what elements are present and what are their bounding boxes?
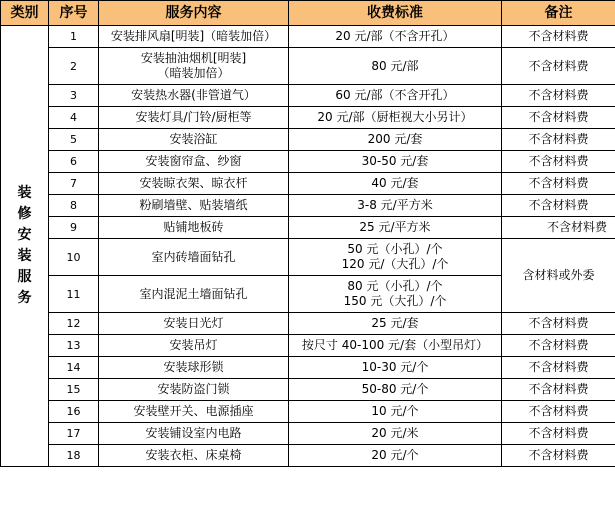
table-row <box>1 195 615 217</box>
category-char: 修 <box>17 206 32 222</box>
fee-standard: 200 元/套 <box>289 129 502 151</box>
table-row <box>1 173 615 195</box>
service-content-line: 安装抽油烟机[明装] <box>140 51 247 65</box>
fee-standard: 20 元/个 <box>289 445 502 467</box>
table-row <box>1 107 615 129</box>
service-content: 安装铺设室内电路 <box>99 423 289 445</box>
service-content: 安装晾衣架、晾衣杆 <box>99 173 289 195</box>
row-number: 16 <box>49 401 99 423</box>
table-row <box>1 239 615 276</box>
fee-standard: 40 元/套 <box>289 173 502 195</box>
service-content: 安装衣柜、床桌椅 <box>99 445 289 467</box>
remark: 不含材料费 <box>502 313 615 335</box>
row-number: 8 <box>49 195 99 217</box>
service-content: 室内砖墙面钻孔 <box>99 239 289 276</box>
service-content: 安装壁开关、电源插座 <box>99 401 289 423</box>
row-number: 3 <box>49 85 99 107</box>
header-category: 类别 <box>1 1 49 26</box>
fee-standard: 30-50 元/套 <box>289 151 502 173</box>
table-row <box>1 217 615 239</box>
fee-standard: 25 元/平方米 <box>289 217 502 239</box>
fee-standard: 10-30 元/个 <box>289 357 502 379</box>
table-row <box>1 401 615 423</box>
row-number: 18 <box>49 445 99 467</box>
service-content: 安装浴缸 <box>99 129 289 151</box>
fee-standard: 3-8 元/平方米 <box>289 195 502 217</box>
remark: 不含材料费 <box>502 423 615 445</box>
table-row <box>1 26 615 48</box>
service-content: 安装日光灯 <box>99 313 289 335</box>
remark: 不含材料费 <box>502 195 615 217</box>
service-content: 室内混泥土墙面钻孔 <box>99 276 289 313</box>
service-content: 安装吊灯 <box>99 335 289 357</box>
fee-standard: 20 元/部（不含开孔） <box>289 26 502 48</box>
service-content-line: （暗装加倍） <box>157 66 230 80</box>
remark: 不含材料费 <box>502 217 615 239</box>
remark: 不含材料费 <box>502 335 615 357</box>
row-number: 12 <box>49 313 99 335</box>
fee-standard-line: 80 元（小孔）/个 <box>347 279 443 293</box>
fee-standard: 25 元/套 <box>289 313 502 335</box>
fee-standard <box>289 239 502 276</box>
row-number: 15 <box>49 379 99 401</box>
fee-standard: 20 元/部（厨柜视大小另计） <box>289 107 502 129</box>
category-char: 装 <box>17 248 32 264</box>
fee-standard: 按尺寸 40-100 元/套（小型吊灯） <box>289 335 502 357</box>
header-remarks: 备注 <box>502 1 615 26</box>
service-content: 安装热水器(非管道气） <box>99 85 289 107</box>
row-number: 7 <box>49 173 99 195</box>
fee-standard-line: 120 元/（大孔）/个 <box>341 257 449 271</box>
category-char: 安 <box>17 227 32 243</box>
category-char: 服 <box>17 269 32 285</box>
header-service-content: 服务内容 <box>99 1 289 26</box>
row-number: 2 <box>49 48 99 85</box>
service-content: 安装球形锁 <box>99 357 289 379</box>
row-number: 11 <box>49 276 99 313</box>
table-row <box>1 129 615 151</box>
row-number: 1 <box>49 26 99 48</box>
fee-standard <box>289 276 502 313</box>
header-row <box>1 1 615 26</box>
row-number: 4 <box>49 107 99 129</box>
fee-standard: 60 元/部（不含开孔） <box>289 85 502 107</box>
table-row <box>1 423 615 445</box>
table-row <box>1 335 615 357</box>
service-content: 粉刷墙壁、贴装墙纸 <box>99 195 289 217</box>
row-number: 13 <box>49 335 99 357</box>
table-row <box>1 313 615 335</box>
table-row <box>1 48 615 85</box>
fee-standard: 20 元/米 <box>289 423 502 445</box>
service-content: 安装排风扇[明装]（暗装加倍） <box>99 26 289 48</box>
remark: 不含材料费 <box>502 129 615 151</box>
service-content: 贴铺地板砖 <box>99 217 289 239</box>
category-cell <box>1 26 49 467</box>
table-row <box>1 357 615 379</box>
remark: 不含材料费 <box>502 357 615 379</box>
service-content: 安装防盗门锁 <box>99 379 289 401</box>
remark: 不含材料费 <box>502 107 615 129</box>
remark: 不含材料费 <box>502 151 615 173</box>
remark: 不含材料费 <box>502 445 615 467</box>
header-number: 序号 <box>49 1 99 26</box>
merged-remark: 含材料或外委 <box>502 239 615 313</box>
fee-standard: 80 元/部 <box>289 48 502 85</box>
remark: 不含材料费 <box>502 48 615 85</box>
remark: 不含材料费 <box>502 401 615 423</box>
row-number: 6 <box>49 151 99 173</box>
row-number: 9 <box>49 217 99 239</box>
remark: 不含材料费 <box>502 173 615 195</box>
table-row <box>1 379 615 401</box>
row-number: 5 <box>49 129 99 151</box>
table-row <box>1 445 615 467</box>
header-fee-standard: 收费标准 <box>289 1 502 26</box>
row-number: 14 <box>49 357 99 379</box>
remark: 不含材料费 <box>502 85 615 107</box>
row-number: 10 <box>49 239 99 276</box>
row-number: 17 <box>49 423 99 445</box>
fee-standard-line: 150 元（大孔）/个 <box>343 294 447 308</box>
remark: 不含材料费 <box>502 26 615 48</box>
service-content <box>99 48 289 85</box>
category-char: 装 <box>17 185 32 201</box>
service-content: 安装灯具/门铃/厨柜等 <box>99 107 289 129</box>
table-row <box>1 85 615 107</box>
category-char: 务 <box>17 290 32 306</box>
table-row <box>1 151 615 173</box>
fee-standard: 10 元/个 <box>289 401 502 423</box>
fee-standard: 50-80 元/个 <box>289 379 502 401</box>
service-content: 安装窗帘盒、纱窗 <box>99 151 289 173</box>
remark: 不含材料费 <box>502 379 615 401</box>
fee-standard-line: 50 元（小孔）/个 <box>347 242 443 256</box>
